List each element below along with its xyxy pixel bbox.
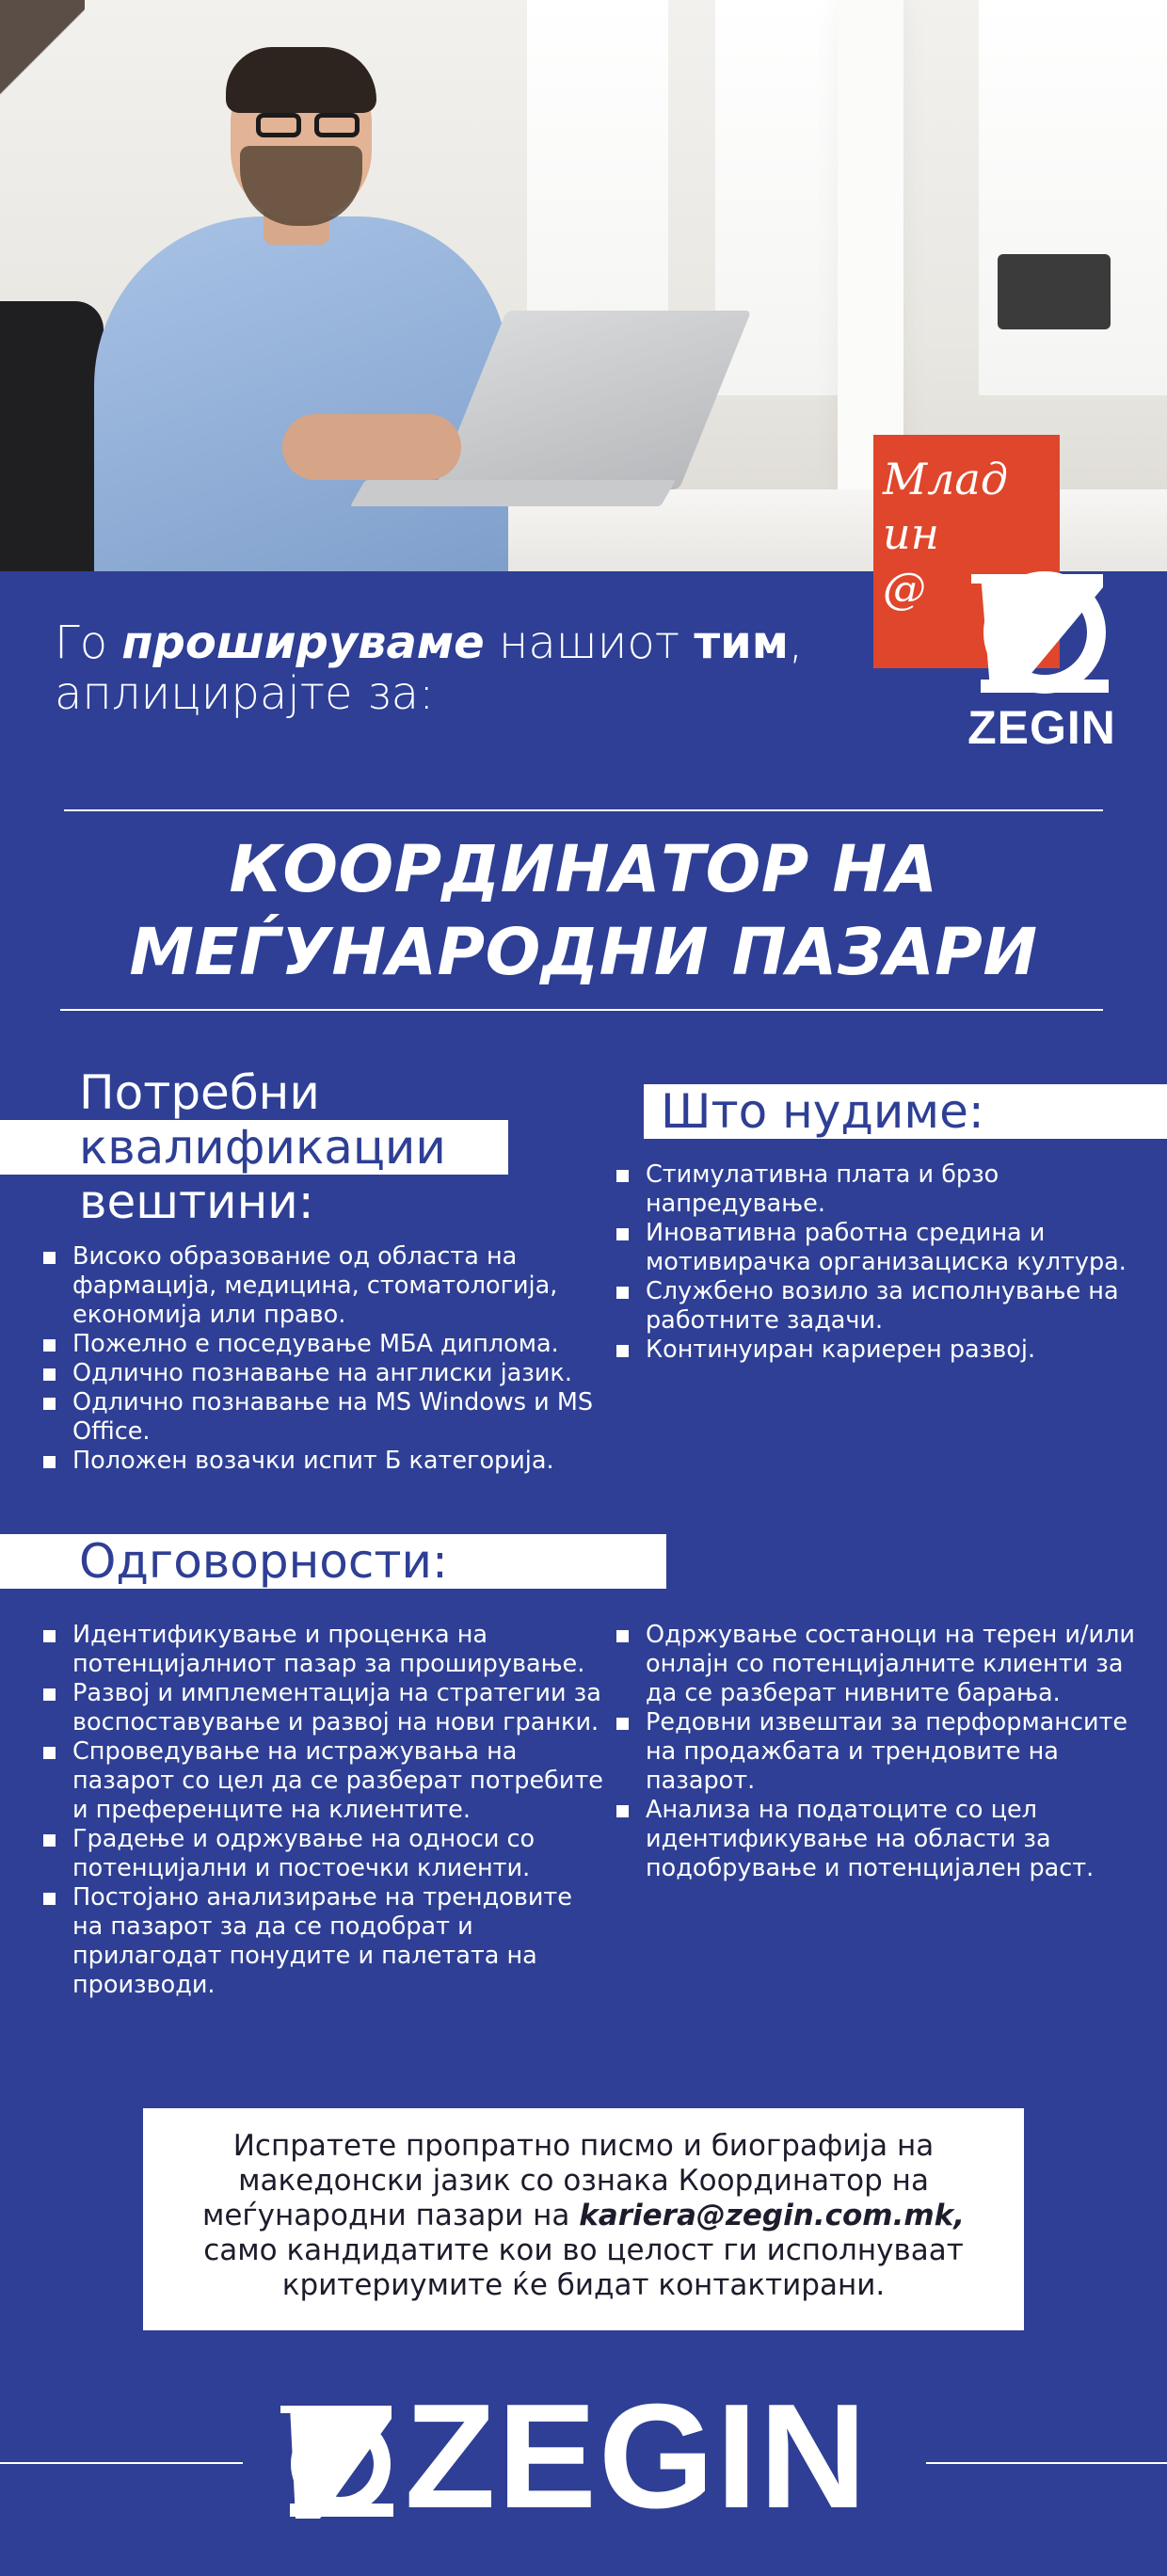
offer-heading: Што нудиме: [661,1084,984,1139]
footer-zegin-mark-icon [279,2398,401,2520]
responsibilities-list-left [41,1621,606,2000]
list-item: Одлично познавање на англиски јазик. [41,1359,606,1388]
list-item: Градење и одржување на односи со потенцијални и постоечки клиенти. [41,1825,606,1883]
list-item: Континуиран кариерен развој. [615,1336,1142,1365]
list-item: Спроведување на истражувања на пазарот со цел да се разберат потребите и преференците на клиентите. [41,1737,606,1825]
email-link[interactable]: kariera@zegin.com.mk, [579,2199,966,2232]
list-item: Постојано анализирање на трендовите на пазарот за да се подобрат и прилагодат понудите и палетата на производи. [41,1883,606,2000]
list-item: Развој и имплементација на стратегии за воспоставување и развој на нови гранки. [41,1679,606,1737]
offer-list [615,1160,1142,1365]
job-title: КООРДИНАТОР НА МЕЃУНАРОДНИ ПАЗАРИ [129,832,1038,990]
list-item: Идентификување и проценка на потенцијалниот пазар за проширување. [41,1621,606,1679]
list-item: Одлично познавање на MS Windows и MS Office. [41,1388,606,1447]
footer-divider-right [926,2462,1167,2464]
job-poster: Млад ин @ ZEGIN Го проширувaме нашиот тим, аплицирајте за: КООРДИНАТОР НА МЕЃУНАРОДНИ ПАЗАРИ Потребни квалификации и вештини: Високо образование од областа на фармација, медицина, стоматологија, економија или право. Пожелно е поседување МБА диплома. Одлично познавање на англиски јазик. Одлично познавање на MS Windows и MS Office. Положен возачки испит Б категорија. Што нудиме: Стимулативна плата и брзо напредување. Иновативна работна средина и мотивирачка организациска култура. Службено возило за исполнување на работните задачи. Континуиран кариерен развој. Одговорности: Идентификување и проценка на потенцијалниот пазар за проширување. Развој и имплементација на стратегии за воспоставување и развој на нови гранки. Спроведување на истражувања на пазарот со цел да се разберат потребите и преференците на клиентите. Градење и одржување на односи со потенцијални и постоечки клиенти. Постојано анализирање на трендовите на пазарот за да се подобрат и прилагодат понудите и палетата на производи. Одржување состаноци на терен и/или онлајн со потенцијалните клиенти за да се разберат нивните барања. Редовни извештаи за перформансите на продажбата и трендовите на пазарот. Анализа на податоците со цел идентификување на области за подобрување и потенцијален раст. Испратете пропратно писмо и биографија на македонски јазик со ознака Координатор на меѓународни пазари на kariera@zegin.com.mk, само кандидатите кои во целост ги исполнуваат критериумите ќе бидат контактирани. ZEGIN [0,0,1167,2576]
list-item: Службено возило за исполнување на работните задачи. [615,1277,1142,1336]
list-item: Редовни извештаи за перформансите на продажбата и трендовите на пазарот. [615,1708,1142,1796]
responsibilities-heading: Одговорности: [79,1534,448,1589]
list-item: Одржување состаноци на терен и/или онлајн со потенцијалните клиенти за да се разберат нивните барања. [615,1621,1142,1708]
qualifications-list [41,1242,606,1476]
list-item: Иновативна работна средина и мотивирачка организациска култура. [615,1219,1142,1277]
application-text: Испратете пропратно писмо и биографија на македонски јазик со ознака Координатор на меѓународни пазари на kariera@zegin.com.mk, само кандидатите кои во целост ги исполнуваат критериумите ќе бидат контактирани. [201,2129,966,2302]
list-item: Пожелно е поседување МБА диплома. [41,1330,606,1359]
responsibilities-list-right [615,1621,1142,1883]
zegin-logo-text: ZEGIN [967,701,1116,754]
footer-divider-left [0,2462,243,2464]
mladin-badge-text: Млад ин @ [883,454,1008,614]
list-item: Положен возачки испит Б категорија. [41,1447,606,1476]
footer-zegin-logo-text: ZEGIN [405,2374,869,2539]
list-item: Високо образование од областа на фармација, медицина, стоматологија, економија или право. [41,1242,606,1330]
list-item: Анализа на податоците со цел идентификување на области за подобрување и потенцијален раст. [615,1796,1142,1883]
qualifications-heading: Потребни [79,1065,320,1120]
divider-top [64,809,1103,811]
qualifications-heading-highlight: квалификации [79,1120,446,1175]
divider-bottom [60,1009,1103,1011]
intro-text: Го проширувaме нашиот тим, аплицирајте за: [55,616,804,720]
list-item: Стимулативна плата и брзо напредување. [615,1160,1142,1219]
zegin-logo-icon [962,555,1118,696]
